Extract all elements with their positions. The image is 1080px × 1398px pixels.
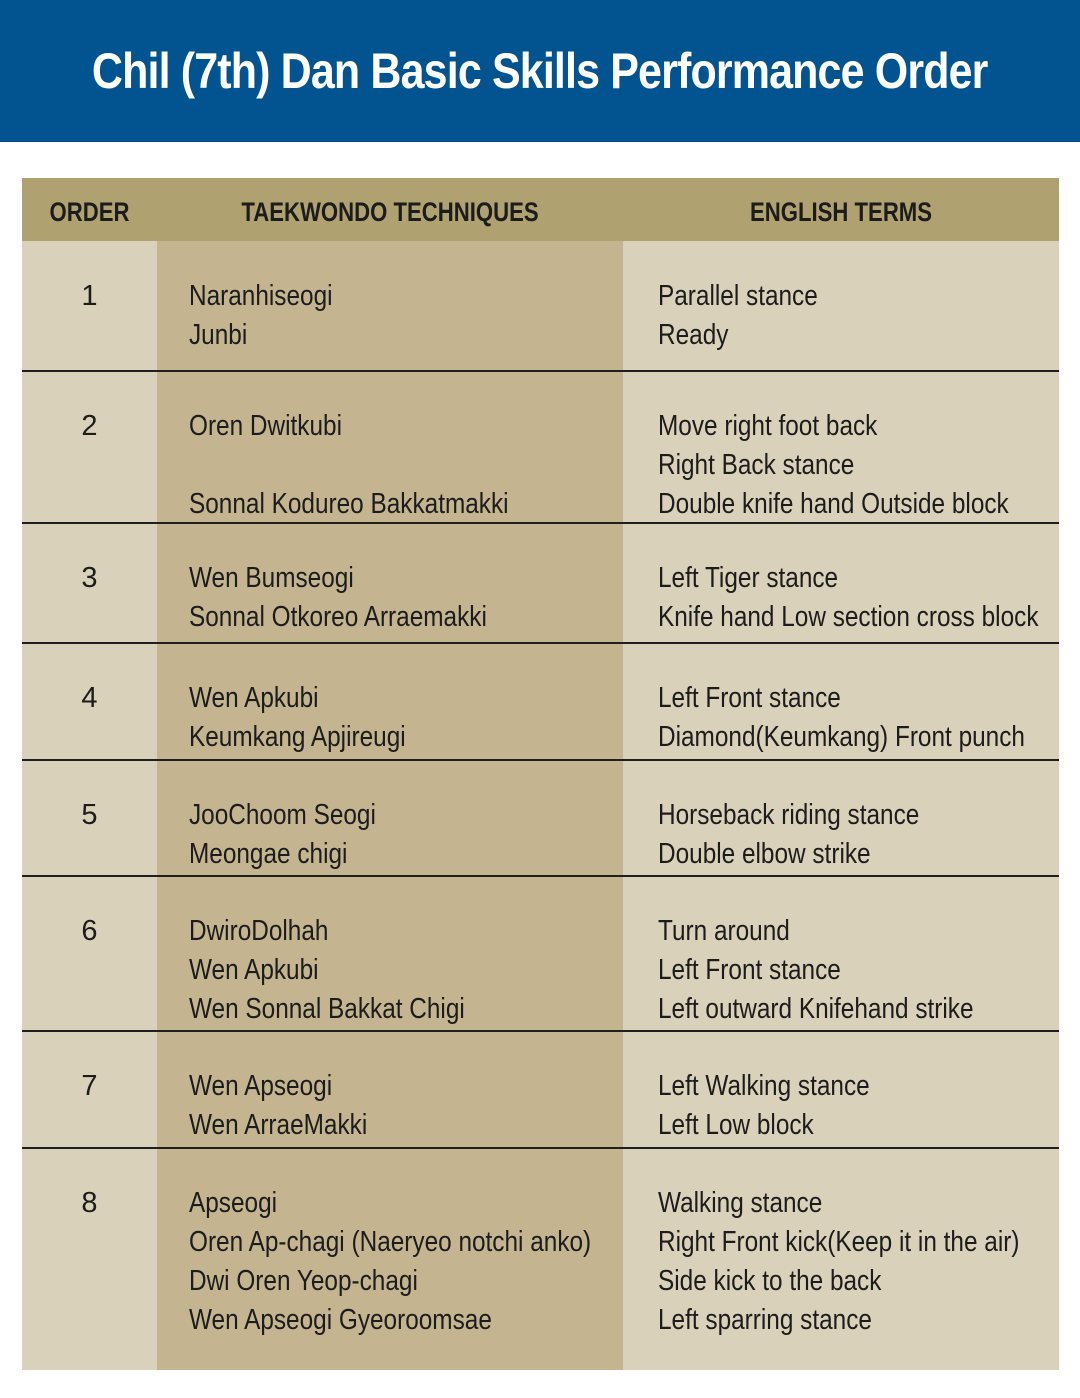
table-row — [22, 1031, 1059, 1149]
english-term-line: Parallel stance — [658, 280, 818, 312]
technique-line: Keumkang Apjireugi — [189, 721, 406, 753]
technique-line: Wen Apkubi — [189, 682, 319, 714]
order-number: 7 — [81, 1070, 98, 1102]
technique-line: Wen Apseogi Gyeoroomsae — [189, 1304, 492, 1336]
order-number: 4 — [81, 682, 98, 714]
performance-order-table — [22, 178, 1059, 1370]
english-term-cell — [658, 1184, 1019, 1340]
table-row — [22, 760, 1059, 877]
technique-line: Wen Bumseogi — [189, 562, 354, 594]
technique-cell — [189, 277, 333, 355]
technique-line: Meongae chigi — [189, 838, 348, 870]
english-term-line: Left Front stance — [658, 682, 841, 714]
english-term-cell — [658, 277, 818, 355]
english-term-line: Diamond(Keumkang) Front punch — [658, 721, 1025, 753]
table-row — [22, 876, 1059, 1032]
technique-line: Wen Apseogi — [189, 1070, 333, 1102]
table-row — [22, 523, 1059, 644]
english-term-cell — [658, 679, 1025, 757]
english-term-cell — [658, 796, 919, 874]
english-term-cell — [658, 1067, 870, 1145]
technique-line: Oren Ap-chagi (Naeryeo notchi anko) — [189, 1226, 592, 1258]
english-term-line: Left Low block — [658, 1109, 814, 1141]
technique-line — [189, 446, 509, 485]
table-row — [22, 241, 1059, 372]
english-term-line: Right Front kick(Keep it in the air) — [658, 1226, 1020, 1258]
table-row — [22, 1148, 1059, 1370]
english-term-cell — [658, 407, 1009, 524]
technique-line: DwiroDolhah — [189, 915, 329, 947]
technique-line: Sonnal Otkoreo Arraemakki — [189, 601, 487, 633]
table-header — [22, 178, 1059, 241]
title-banner — [0, 0, 1080, 142]
table-row — [22, 371, 1059, 524]
technique-cell — [189, 1067, 367, 1145]
technique-line: Oren Dwitkubi — [189, 410, 342, 442]
english-term-line: Ready — [658, 319, 729, 351]
english-term-line: Horseback riding stance — [658, 799, 920, 831]
english-term-line: Knife hand Low section cross block — [658, 601, 1039, 633]
header-techniques: TAEKWONDO TECHNIQUES — [241, 197, 539, 227]
header-order: ORDER — [49, 197, 130, 227]
technique-line: Wen Apkubi — [189, 954, 319, 986]
english-term-line: Left Walking stance — [658, 1070, 870, 1102]
technique-line: JooChoom Seogi — [189, 799, 376, 831]
order-number: 1 — [81, 280, 98, 312]
order-number: 5 — [81, 799, 98, 831]
english-term-line: Walking stance — [658, 1187, 823, 1219]
technique-cell — [189, 796, 376, 874]
order-number: 6 — [81, 915, 98, 947]
header-english-terms: ENGLISH TERMS — [749, 197, 933, 227]
order-number: 8 — [81, 1187, 98, 1219]
english-term-line: Turn around — [658, 915, 790, 947]
english-term-line: Double elbow strike — [658, 838, 871, 870]
technique-cell — [189, 912, 465, 1029]
technique-line: Dwi Oren Yeop-chagi — [189, 1265, 418, 1297]
technique-line: Sonnal Kodureo Bakkatmakki — [189, 488, 509, 520]
english-term-line: Left Tiger stance — [658, 562, 839, 594]
english-term-line: Left Front stance — [658, 954, 841, 986]
order-number: 3 — [81, 562, 98, 594]
technique-line: Apseogi — [189, 1187, 278, 1219]
technique-line: Naranhiseogi — [189, 280, 333, 312]
page-title: Chil (7th) Dan Basic Skills Performance Order — [92, 43, 988, 99]
english-term-line: Right Back stance — [658, 449, 855, 481]
technique-cell — [189, 679, 406, 757]
english-term-cell — [658, 912, 974, 1029]
technique-cell — [189, 1184, 591, 1340]
order-number: 2 — [81, 410, 98, 442]
english-term-cell — [658, 559, 1039, 637]
english-term-line: Left sparring stance — [658, 1304, 872, 1336]
english-term-line: Side kick to the back — [658, 1265, 882, 1297]
technique-line: Junbi — [189, 319, 248, 351]
technique-cell — [189, 559, 487, 637]
technique-line: Wen ArraeMakki — [189, 1109, 368, 1141]
table-row — [22, 643, 1059, 761]
technique-cell — [189, 407, 509, 524]
english-term-line: Double knife hand Outside block — [658, 488, 1009, 520]
technique-line: Wen Sonnal Bakkat Chigi — [189, 993, 465, 1025]
english-term-line: Move right foot back — [658, 410, 878, 442]
english-term-line: Left outward Knifehand strike — [658, 993, 974, 1025]
